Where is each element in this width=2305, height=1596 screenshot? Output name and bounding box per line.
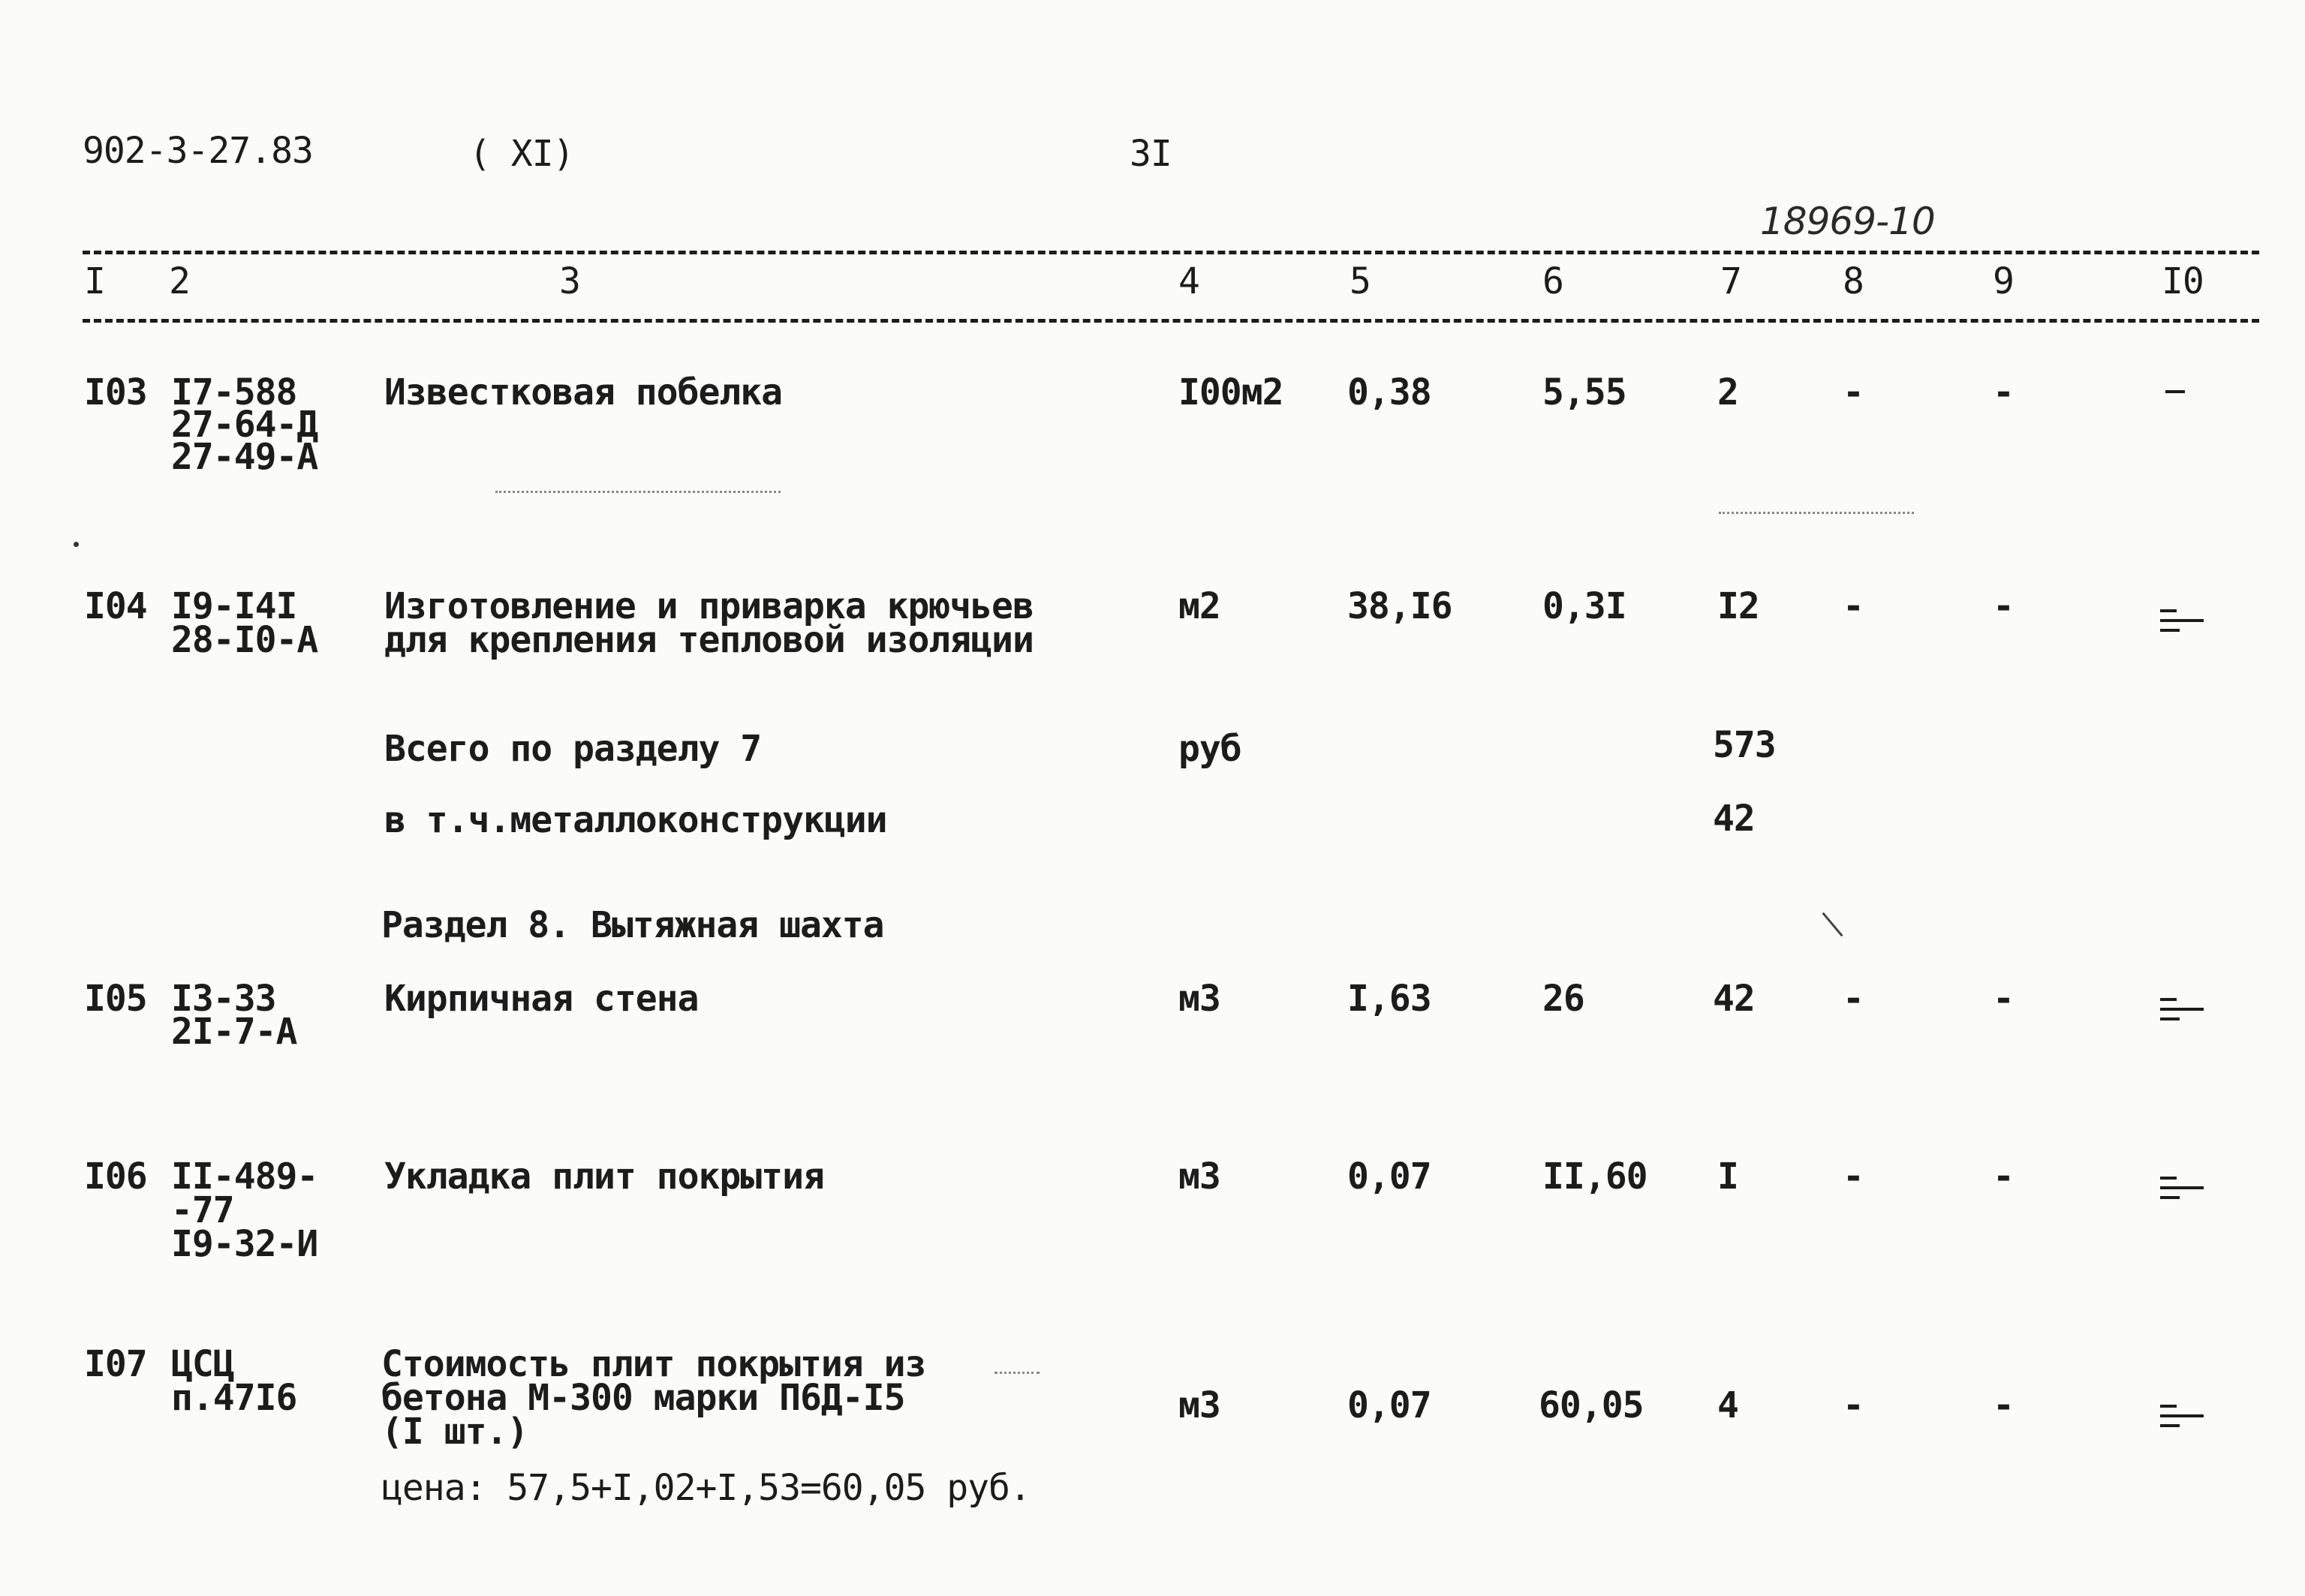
- col-header-10: I0: [2162, 260, 2204, 302]
- row-code-line: 28-I0-А: [171, 619, 318, 661]
- section-total-value: 573: [1713, 724, 1776, 766]
- row-number: I04: [84, 585, 147, 627]
- row-quantity: 0,07: [1347, 1156, 1431, 1198]
- row-code-line: п.47I6: [171, 1377, 297, 1419]
- row-name-line: (I шт.): [381, 1411, 528, 1453]
- row-col8: -: [1843, 1156, 1864, 1198]
- col-header-2: 2: [169, 260, 190, 302]
- col-header-1: I: [84, 260, 105, 302]
- row-col9: -: [1993, 978, 2014, 1020]
- col-header-8: 8: [1843, 260, 1864, 302]
- row-code-line: I3-33: [171, 978, 276, 1020]
- stray-dot: [74, 542, 79, 547]
- row-unit: м3: [1178, 1156, 1220, 1198]
- row-unit-price: 5,55: [1542, 371, 1626, 413]
- row-name-line: для крепления тепловой изоляции: [384, 619, 1034, 661]
- faint-dots: [1719, 512, 1914, 514]
- row-quantity: 0,07: [1347, 1384, 1431, 1426]
- ditto-mark: [2160, 1405, 2204, 1434]
- row-name-line: Кирпичная стена: [384, 978, 699, 1020]
- header-top-rule: [83, 251, 2259, 254]
- row-code-line: I9-I4I: [171, 585, 297, 627]
- section-heading: Раздел 8. Вытяжная шахта: [381, 904, 884, 946]
- section-roman: ( XI): [469, 133, 574, 175]
- metal-structures-value: 42: [1713, 798, 1755, 840]
- row-unit-price: II,60: [1542, 1156, 1648, 1198]
- row-quantity: 38,I6: [1347, 585, 1452, 627]
- col-header-5: 5: [1350, 260, 1371, 302]
- row-unit: м3: [1178, 978, 1220, 1020]
- row-total: 4: [1717, 1384, 1738, 1426]
- row-name-line: Известковая побелка: [384, 371, 783, 413]
- header-bottom-rule: [83, 319, 2259, 323]
- faint-dash: [995, 1372, 1040, 1374]
- faint-dots: [495, 491, 781, 493]
- ditto-mark: [2160, 609, 2204, 639]
- page-number: 3I: [1130, 133, 1172, 175]
- row-name-line: бетона М-300 марки П6Д-I5: [381, 1377, 905, 1419]
- ditto-mark: [2160, 998, 2204, 1027]
- row-col8: -: [1843, 1384, 1864, 1426]
- col-header-3: 3: [559, 260, 580, 302]
- col-header-9: 9: [1993, 260, 2014, 302]
- row-unit: м3: [1178, 1384, 1220, 1426]
- row-col8: -: [1843, 371, 1864, 413]
- row-col8: -: [1843, 978, 1864, 1020]
- dash-mark: [2165, 390, 2185, 400]
- row-total: 42: [1713, 978, 1755, 1020]
- row-code-line: I9-32-И: [171, 1223, 318, 1265]
- row-code-line: 27-49-А: [171, 436, 318, 478]
- price-note: цена: 57,5+I,02+I,53=60,05 руб.: [381, 1467, 1031, 1509]
- row-code-line: II-489-: [171, 1156, 318, 1198]
- ditto-mark: [2160, 1177, 2204, 1206]
- row-unit-price: 60,05: [1539, 1384, 1644, 1426]
- col-header-7: 7: [1720, 260, 1741, 302]
- row-col9: -: [1993, 1156, 2014, 1198]
- row-number: I03: [84, 371, 147, 413]
- row-name-line: Изготовление и приварка крючьев: [384, 585, 1034, 627]
- col-header-6: 6: [1542, 260, 1563, 302]
- row-code-line: -77: [171, 1189, 234, 1231]
- row-total: I2: [1717, 585, 1759, 627]
- section-total-label: Всего по разделу 7: [384, 728, 762, 770]
- row-col9: -: [1993, 1384, 2014, 1426]
- row-code-line: ЦСЦ: [171, 1343, 234, 1385]
- row-col9: -: [1993, 585, 2014, 627]
- row-number: I05: [84, 978, 147, 1020]
- row-name-line: Укладка плит покрытия: [384, 1156, 824, 1198]
- row-unit-price: 0,3I: [1542, 585, 1626, 627]
- pen-tick: [1822, 912, 1843, 937]
- row-code-line: I7-588: [171, 371, 297, 413]
- row-total: 2: [1717, 371, 1738, 413]
- row-code-line: 2I-7-А: [171, 1011, 297, 1053]
- row-col8: -: [1843, 585, 1864, 627]
- row-number: I07: [84, 1343, 147, 1385]
- document-code: 902-3-27.83: [83, 130, 313, 172]
- handwritten-stamp: 18969-10: [1760, 200, 1935, 243]
- row-number: I06: [84, 1156, 147, 1198]
- row-col9: -: [1993, 371, 2014, 413]
- row-quantity: I,63: [1347, 978, 1431, 1020]
- metal-structures-label: в т.ч.металлоконструкции: [384, 799, 887, 841]
- row-unit: м2: [1178, 585, 1220, 627]
- col-header-4: 4: [1178, 260, 1199, 302]
- row-total: I: [1717, 1156, 1738, 1198]
- row-code-line: 27-64-Д: [171, 404, 318, 446]
- row-quantity: 0,38: [1347, 371, 1431, 413]
- section-total-unit: руб: [1178, 728, 1241, 770]
- row-name-line: Стоимость плит покрытия из: [381, 1343, 926, 1385]
- row-unit-price: 26: [1542, 978, 1584, 1020]
- row-unit: I00м2: [1178, 371, 1283, 413]
